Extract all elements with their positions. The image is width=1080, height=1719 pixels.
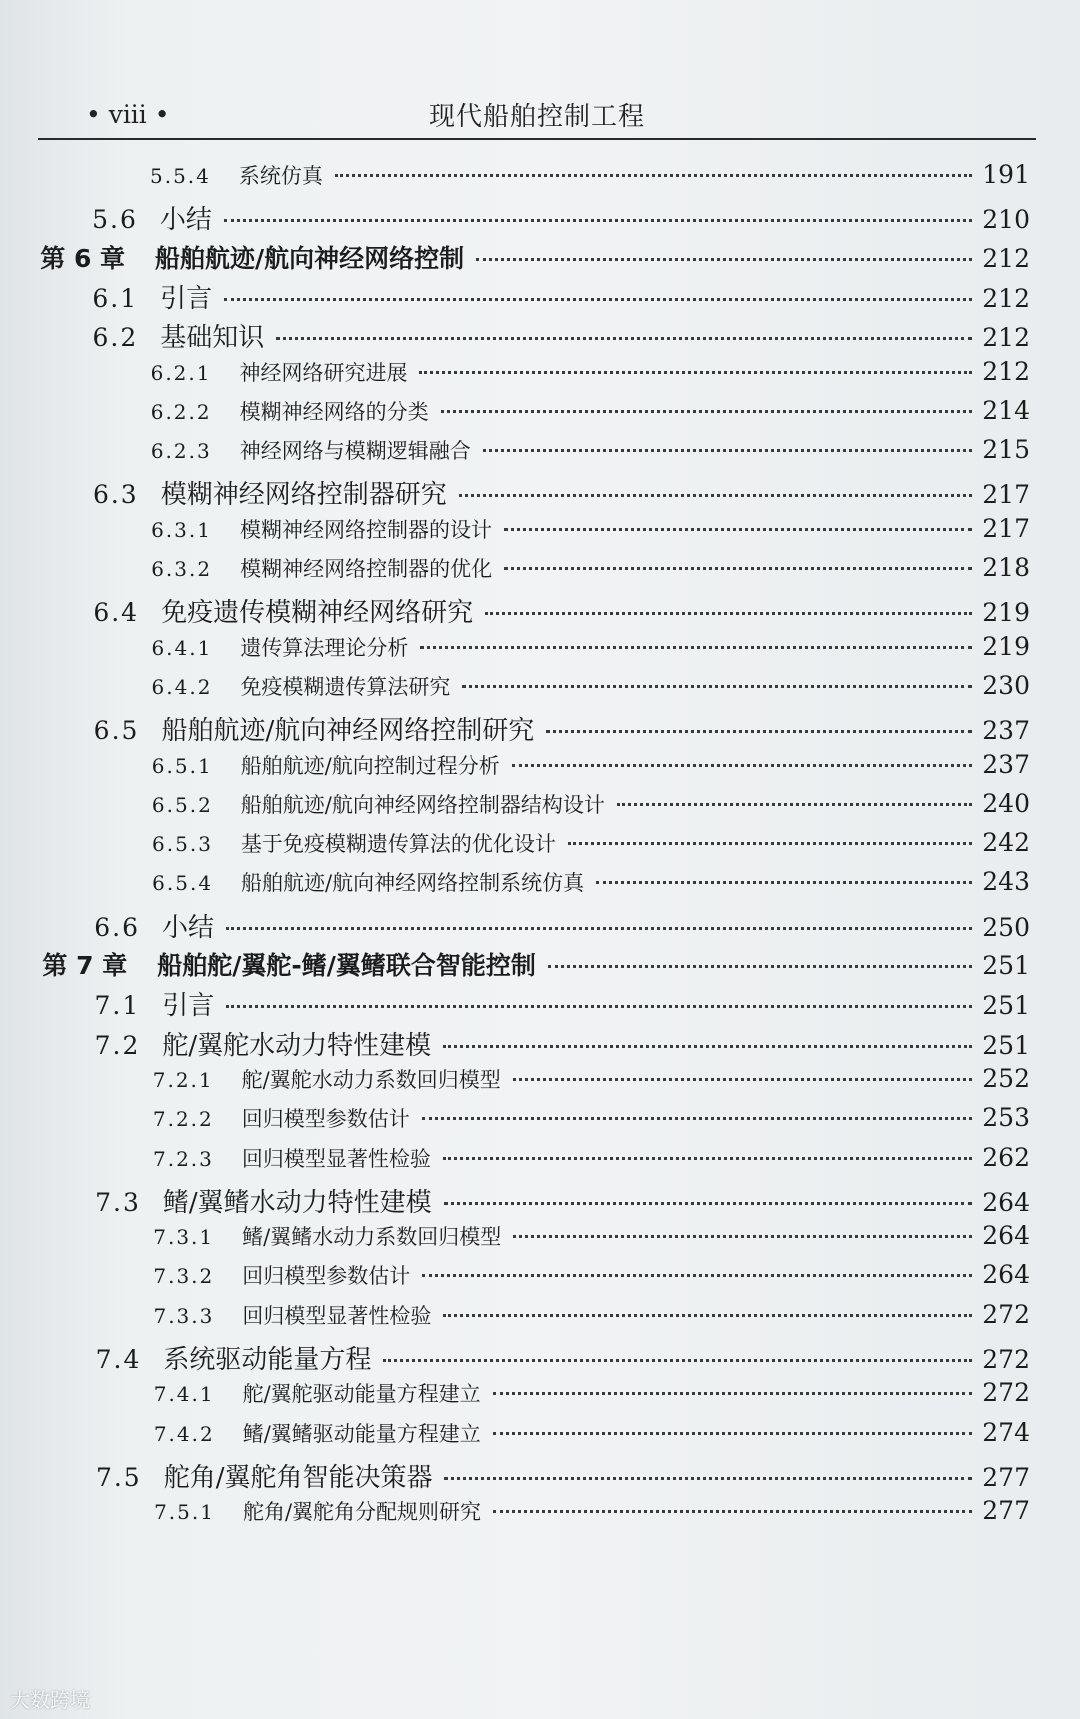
toc-entry-page: 264 (982, 1221, 1030, 1251)
toc-entry-page: 219 (982, 598, 1030, 628)
toc-entry-title: 神经网络与模糊逻辑融合 (239, 439, 471, 464)
dot-leader (493, 1392, 973, 1395)
toc-entry-page: 242 (982, 828, 1030, 858)
toc-entry[interactable] (96, 1457, 1030, 1497)
dot-leader (276, 337, 972, 340)
dot-leader (226, 927, 972, 930)
toc-entry-page: 274 (982, 1417, 1030, 1447)
toc-entry[interactable] (94, 710, 1030, 750)
toc-entry[interactable] (151, 435, 1030, 475)
toc-entry[interactable] (151, 632, 1030, 672)
toc-entry[interactable] (92, 278, 1030, 318)
toc-entry[interactable] (92, 317, 1030, 357)
toc-entry[interactable] (42, 946, 1030, 986)
toc-entry-number: 6.5.1 (151, 753, 213, 778)
watermark-logo: 大数跨境 (10, 1688, 90, 1712)
toc-entry-title: 船舶航迹/航向神经网络控制器结构设计 (240, 792, 605, 817)
dot-leader (493, 1510, 972, 1513)
toc-entry-page: 215 (982, 435, 1030, 465)
toc-entry-number: 6.5.3 (152, 832, 213, 857)
toc-entry-page: 252 (982, 1063, 1030, 1093)
toc-entry-title: 船舶航迹/航向神经网络控制研究 (161, 716, 535, 747)
toc-entry[interactable] (152, 671, 1030, 711)
toc-entry-title: 引言 (160, 283, 213, 314)
toc-entry-title: 船舶航迹/航向控制过程分析 (240, 753, 500, 778)
dot-leader (504, 528, 972, 531)
toc-entry-title: 模糊神经网络的分类 (239, 399, 429, 424)
dot-leader (443, 1157, 972, 1160)
dot-leader (546, 730, 972, 733)
toc-entry-page: 251 (982, 991, 1030, 1021)
toc-entry-title: 鳍/翼鳍水动力特性建模 (162, 1187, 432, 1218)
dot-leader (548, 965, 972, 968)
toc-entry-number: 7.5.1 (154, 1500, 215, 1525)
dot-leader (422, 1274, 972, 1277)
dot-leader (504, 567, 972, 570)
toc-entry[interactable] (95, 1182, 1030, 1222)
toc-entry-title: 遗传算法理论分析 (240, 635, 409, 660)
toc-entry-number: 6.3.2 (151, 557, 213, 581)
toc-entry-page: 251 (982, 951, 1030, 980)
dot-leader (459, 494, 973, 497)
toc-entry[interactable] (154, 1378, 1030, 1418)
dot-leader (443, 1314, 972, 1317)
toc-entry[interactable] (40, 239, 1030, 279)
toc-entry-page: 250 (982, 912, 1030, 942)
toc-entry-number: 7.1 (94, 991, 141, 1021)
dot-leader (483, 449, 973, 452)
toc-entry-page: 212 (982, 323, 1030, 353)
toc-entry-page: 264 (982, 1260, 1030, 1290)
toc-entry-title: 小结 (162, 912, 215, 943)
dot-leader (444, 1477, 972, 1480)
toc-entry[interactable] (153, 1143, 1030, 1183)
toc-entry-page: 264 (982, 1187, 1030, 1217)
toc-entry[interactable] (152, 789, 1030, 829)
toc-entry[interactable] (96, 1339, 1030, 1379)
toc-entry-page: 212 (982, 283, 1030, 313)
toc-entry-number: 6.2 (92, 323, 139, 353)
dot-leader (441, 410, 973, 413)
toc-entry-number: 6.1 (92, 283, 139, 313)
toc-entry-title: 模糊神经网络控制器研究 (160, 480, 447, 511)
toc-entry-title: 免疫模糊遗传算法研究 (240, 674, 451, 699)
toc-entry-page: 262 (982, 1142, 1030, 1172)
toc-entry-page: 217 (982, 513, 1030, 543)
toc-entry-page: 218 (982, 553, 1030, 582)
toc-entry-number: 6.3.1 (151, 517, 212, 542)
toc-entry-title: 小结 (159, 205, 212, 236)
toc-entry-number: 7.2.3 (153, 1146, 214, 1171)
dot-leader (224, 298, 972, 301)
dot-leader (513, 1235, 972, 1238)
toc-entry-number: 6.4.1 (151, 635, 213, 660)
toc-entry-title: 船舶舵/翼舵-鳍/翼鳍联合智能控制 (157, 951, 536, 980)
toc-entry-number: 6.4 (93, 598, 140, 628)
toc-entry-page: 251 (982, 1030, 1030, 1060)
toc-entry-number: 6.3 (92, 480, 139, 510)
toc-entry-number: 7.4 (95, 1345, 142, 1374)
toc-entry[interactable] (95, 1025, 1030, 1065)
toc-entry-page: 217 (982, 480, 1030, 510)
dot-leader (596, 881, 972, 884)
toc-entry-title: 模糊神经网络控制器的优化 (240, 557, 493, 581)
toc-entry-title: 引言 (162, 991, 215, 1022)
dot-leader (462, 685, 972, 688)
toc-entry-title: 系统驱动能量方程 (163, 1345, 372, 1375)
toc-entry[interactable] (95, 985, 1030, 1025)
toc-entry-title: 基于免疫模糊遗传算法的优化设计 (240, 832, 556, 857)
dot-leader (443, 1045, 972, 1048)
dot-leader (512, 764, 973, 767)
toc-entry-title: 舵角/翼舵角智能决策器 (163, 1462, 433, 1493)
toc-entry-page: 277 (982, 1462, 1030, 1492)
toc-entry-number: 第 6 章 (40, 243, 126, 273)
toc-entry-title: 系统仿真 (238, 164, 323, 188)
toc-entry-number: 7.3.3 (153, 1303, 215, 1328)
toc-entry-page: 253 (982, 1103, 1030, 1133)
toc-entry-title: 回归模型显著性检验 (241, 1146, 431, 1171)
toc-entry-number: 6.2.3 (150, 439, 212, 464)
toc-entry-page: 277 (982, 1496, 1030, 1526)
dot-leader (617, 803, 972, 806)
toc-entry-number: 第 7 章 (42, 951, 128, 980)
dot-leader (485, 612, 972, 615)
toc-entry-page: 237 (982, 716, 1030, 746)
dot-leader (335, 174, 972, 177)
toc-entry[interactable] (151, 514, 1030, 554)
toc-entry-title: 鳍/翼鳍驱动能量方程建立 (242, 1421, 481, 1446)
toc-entry-page: 214 (982, 395, 1030, 425)
toc-entry[interactable] (153, 1221, 1030, 1261)
toc-entry-number: 7.3.2 (153, 1264, 215, 1289)
toc-entry[interactable] (151, 553, 1030, 593)
toc-entry-number: 6.2.2 (150, 399, 212, 424)
toc-entry-page: 237 (982, 749, 1030, 779)
toc-entry-page: 219 (982, 631, 1030, 661)
toc-entry[interactable] (154, 1418, 1030, 1458)
toc-entry-title: 舵/翼舵水动力系数回归模型 (241, 1067, 501, 1092)
toc-entry-title: 回归模型参数估计 (241, 1107, 410, 1132)
dot-leader (476, 258, 972, 261)
toc-entry[interactable] (152, 828, 1030, 868)
toc-entry-page: 272 (982, 1345, 1030, 1374)
toc-entry-page: 240 (982, 788, 1030, 818)
toc-entry-title: 神经网络研究进展 (239, 360, 408, 385)
toc-entry-page: 272 (982, 1299, 1030, 1329)
dot-leader (420, 646, 972, 649)
toc-entry-number: 6.5.2 (151, 792, 213, 817)
dot-leader (444, 1202, 973, 1205)
toc-entry-number: 5.6 (92, 205, 138, 235)
toc-entry[interactable] (153, 1260, 1030, 1300)
toc-entry-page: 212 (982, 356, 1030, 386)
toc-entry-page: 243 (982, 867, 1030, 897)
toc-entry[interactable] (153, 1300, 1030, 1340)
toc-entry-number: 6.6 (94, 912, 141, 942)
toc-entry-title: 回归模型显著性检验 (242, 1303, 432, 1328)
toc-entry-page: 210 (982, 205, 1030, 235)
toc-entry[interactable] (94, 907, 1030, 947)
toc-entry-title: 舵角/翼舵角分配规则研究 (242, 1500, 482, 1525)
toc-entry[interactable] (151, 357, 1030, 397)
toc-entry-number: 6.5.4 (152, 871, 214, 896)
toc-entry-number: 7.2 (94, 1030, 141, 1060)
toc-entry-number: 7.4.1 (153, 1382, 215, 1407)
toc-entry-title: 舵/翼舵驱动能量方程建立 (242, 1382, 481, 1407)
dot-leader (568, 842, 972, 845)
dot-leader (226, 1005, 972, 1008)
toc-entry[interactable] (151, 396, 1030, 436)
toc-entry-number: 5.5.4 (150, 164, 211, 188)
toc-entry-page: 212 (982, 243, 1030, 273)
dot-leader (422, 1117, 973, 1120)
toc-entry-number: 7.4.2 (153, 1421, 215, 1446)
toc-entry[interactable] (154, 1496, 1030, 1536)
toc-entry-number: 7.2.2 (152, 1107, 214, 1132)
toc-entry[interactable] (153, 1103, 1030, 1143)
toc-entry-title: 鳍/翼鳍水动力系数回归模型 (242, 1225, 502, 1250)
toc-entry[interactable] (153, 1064, 1030, 1104)
dot-leader (513, 1078, 973, 1081)
toc-entry-number: 6.5 (93, 716, 140, 746)
toc-entry[interactable] (93, 474, 1030, 514)
toc-entry-title: 舵/翼舵水动力特性建模 (162, 1030, 432, 1061)
toc-entry[interactable] (93, 592, 1030, 632)
toc-entry-title: 基础知识 (160, 323, 265, 354)
toc-entry-page: 230 (982, 670, 1030, 700)
toc-entry-number: 7.3 (95, 1187, 141, 1217)
toc-entry-number: 6.2.1 (150, 360, 212, 385)
toc-entry-title: 船舶航迹/航向神经网络控制 (155, 243, 465, 273)
toc-entry[interactable] (152, 750, 1030, 790)
toc-entry-title: 免疫遗传模糊神经网络研究 (161, 598, 474, 629)
toc-entry-number: 7.2.1 (152, 1067, 214, 1092)
dot-leader (493, 1432, 972, 1435)
running-title: 现代船舶控制工程 (428, 102, 645, 132)
toc-entry-title: 船舶航迹/航向神经网络控制系统仿真 (241, 871, 585, 896)
toc-entry-page: 272 (982, 1378, 1030, 1408)
toc-entry[interactable] (150, 160, 1030, 200)
dot-leader (419, 371, 972, 374)
page-number: • viii • (86, 100, 170, 129)
toc-entry-page: 191 (982, 160, 1030, 189)
dot-leader (224, 219, 972, 222)
toc-entry-title: 回归模型参数估计 (242, 1264, 411, 1289)
toc-entry-number: 6.4.2 (151, 674, 213, 699)
toc-entry-number: 7.3.1 (153, 1225, 215, 1250)
dot-leader (383, 1359, 972, 1362)
toc-entry[interactable] (92, 199, 1030, 239)
toc-entry-number: 7.5 (95, 1462, 142, 1492)
toc-entry-title: 模糊神经网络控制器的设计 (239, 517, 492, 542)
toc-entry[interactable] (152, 867, 1030, 907)
